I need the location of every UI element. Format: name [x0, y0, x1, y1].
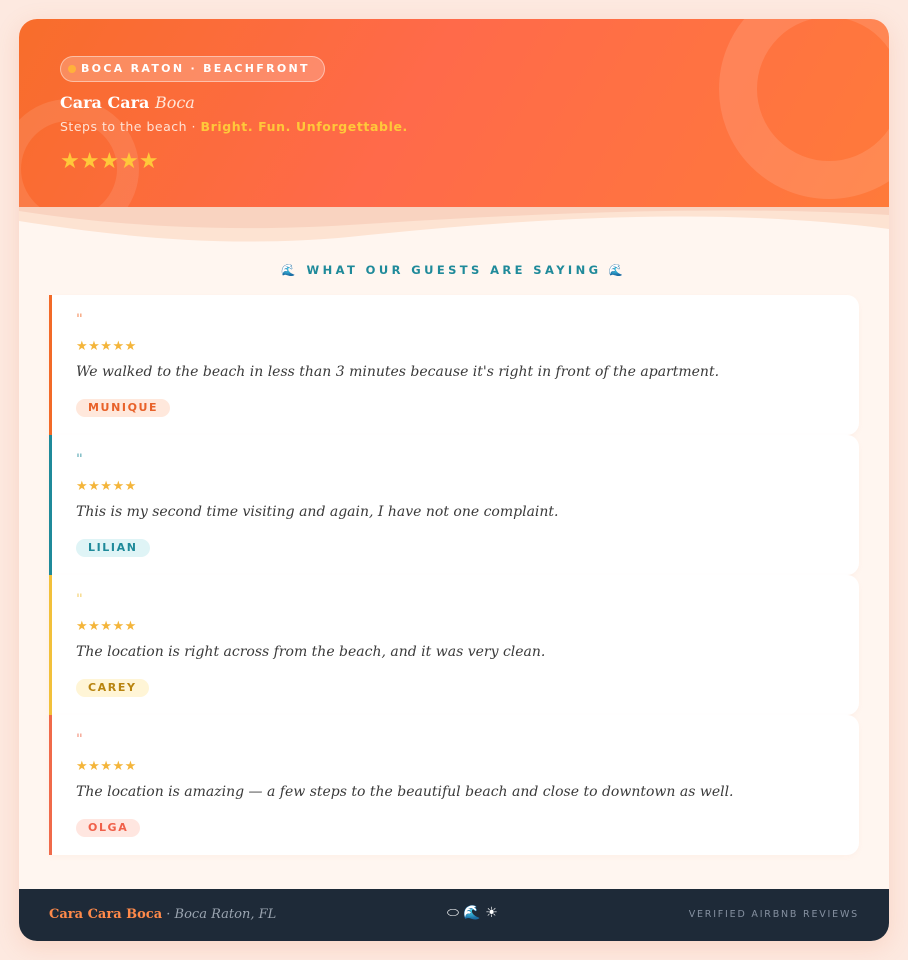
decorative-ring — [719, 19, 889, 199]
location-pill-label: BOCA RATON · BEACHFRONT — [81, 62, 310, 75]
review-star-rating: ★★★★★ — [76, 339, 137, 354]
reviewer-name-tag: OLGA — [76, 819, 140, 837]
footer-brand: Cara Cara Boca — [49, 907, 163, 922]
hero-star-rating: ★★★★★ — [60, 149, 159, 174]
review-star-rating: ★★★★★ — [76, 479, 137, 494]
quote-icon: " — [76, 452, 83, 467]
footer-brand-line — [49, 907, 276, 922]
quote-icon: " — [76, 592, 83, 607]
property-title — [60, 93, 195, 112]
quote-icon: " — [76, 312, 83, 327]
verified-badge: VERIFIED AIRBNB REVIEWS — [688, 909, 859, 920]
reviewer-name-tag: MUNIQUE — [76, 399, 170, 417]
property-title-accent: Boca — [154, 93, 195, 112]
review-card — [49, 575, 859, 715]
review-text: This is my second time visiting and again, I have not one complaint. — [76, 504, 559, 520]
wave-divider — [19, 207, 889, 257]
review-card — [49, 435, 859, 575]
section-heading: 🌊 WHAT OUR GUESTS ARE SAYING 🌊 — [281, 263, 627, 277]
review-card — [49, 295, 859, 435]
property-subtitle — [60, 119, 408, 134]
beach-icons: ⬭ 🌊 ☀ — [447, 905, 498, 921]
review-text: The location is right across from the beach, and it was very clean. — [76, 644, 546, 660]
review-star-rating: ★★★★★ — [76, 759, 137, 774]
hero-banner — [19, 19, 889, 209]
reviews-card — [19, 19, 889, 941]
dot-icon — [68, 65, 76, 73]
footer — [19, 889, 889, 941]
review-card — [49, 715, 859, 855]
subtitle-prefix: Steps to the beach · — [60, 119, 201, 134]
reviewer-name-tag: LILIAN — [76, 539, 150, 557]
footer-location: · Boca Raton, FL — [162, 907, 277, 922]
reviewer-name-tag: CAREY — [76, 679, 149, 697]
subtitle-highlight: Bright. Fun. Unforgettable. — [200, 119, 408, 134]
quote-icon: " — [76, 732, 83, 747]
review-star-rating: ★★★★★ — [76, 619, 137, 634]
location-pill — [60, 56, 325, 82]
review-text: We walked to the beach in less than 3 minutes because it's right in front of the apartment. — [76, 364, 720, 380]
review-text: The location is amazing — a few steps to the beautiful beach and close to downtown as well. — [76, 784, 734, 800]
property-title-main: Cara Cara — [60, 93, 150, 112]
